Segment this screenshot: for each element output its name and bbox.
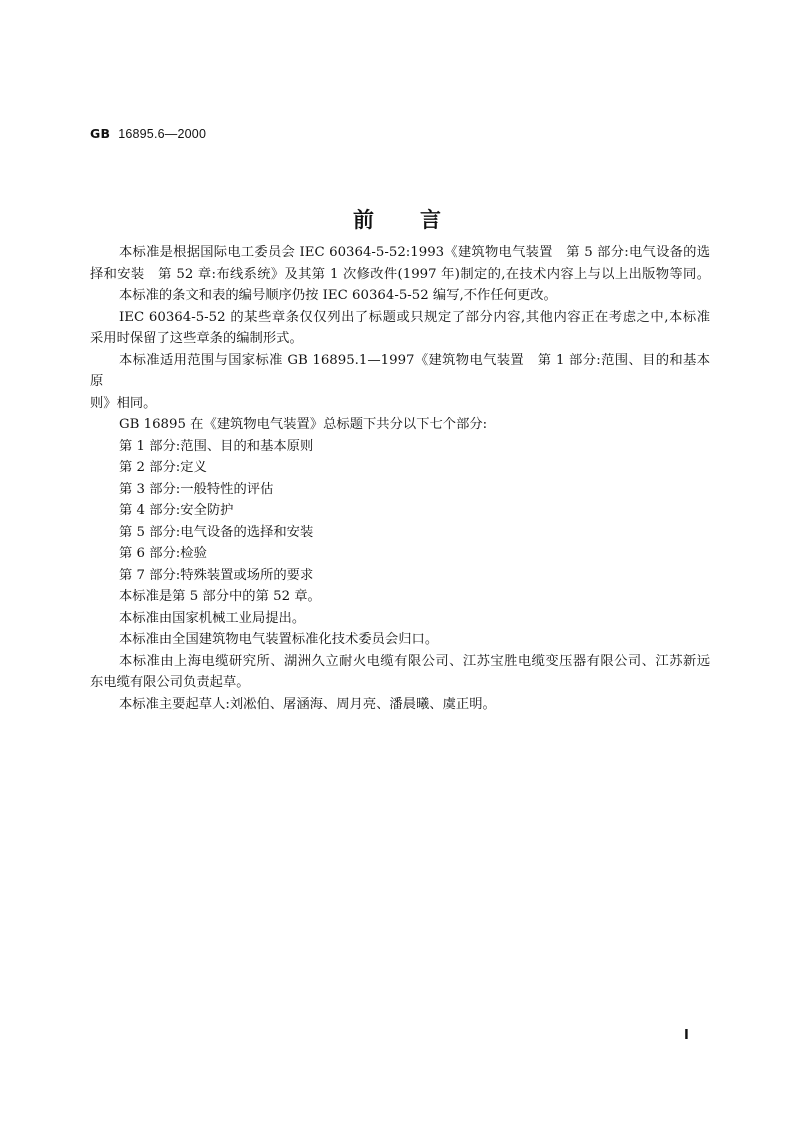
paragraph-line: IEC 60364-5-52 的某些章条仅仅列出了标题或只规定了部分内容,其他内容正在考虑之中,本标准 <box>119 309 710 325</box>
foreword-body <box>90 242 710 715</box>
document-header <box>90 126 206 141</box>
paragraph-line: 本标准适用范围与国家标准 GB 16895.1—1997《建筑物电气装置 第 1 部分:范围、目的和基本原 <box>90 352 710 389</box>
page-number: I <box>684 1028 689 1043</box>
standard-number: 16895.6—2000 <box>118 127 207 141</box>
list-item: 第 7 部分:特殊装置或场所的要求 <box>119 567 314 583</box>
paragraph-line: 择和安装 第 52 章:布线系统》及其第 1 次修改件(1997 年)制定的,在技术内容上与以上出版物等同。 <box>90 266 710 282</box>
paragraph: 本标准主要起草人:刘凇伯、屠涵海、周月亮、潘晨曦、虞正明。 <box>119 696 496 712</box>
paragraph-line: 采用时保留了这些章条的编制形式。 <box>90 331 303 346</box>
standard-prefix: GB <box>90 126 111 141</box>
paragraph-line: 东电缆有限公司负责起草。 <box>90 675 250 690</box>
paragraph-line: 本标准是根据国际电工委员会 IEC 60364-5-52:1993《建筑物电气装置 第 5 部分:电气设备的选 <box>119 245 710 260</box>
paragraph: GB 16895 在《建筑物电气装置》总标题下共分以下七个部分: <box>119 417 488 432</box>
paragraph-line: 则》相同。 <box>90 395 157 411</box>
paragraph: 本标准由国家机械工业局提出。 <box>119 610 306 626</box>
list-item: 第 4 部分:安全防护 <box>119 503 234 518</box>
paragraph: 本标准由全国建筑物电气装置标准化技术委员会归口。 <box>119 632 439 647</box>
list-item: 第 5 部分:电气设备的选择和安装 <box>119 524 314 540</box>
paragraph: 本标准是第 5 部分中的第 52 章。 <box>119 589 321 604</box>
list-item: 第 6 部分:检验 <box>119 546 207 561</box>
list-item: 第 1 部分:范围、目的和基本原则 <box>119 438 314 454</box>
list-item: 第 3 部分:一般特性的评估 <box>119 481 274 497</box>
list-item: 第 2 部分:定义 <box>119 460 207 475</box>
page-title: 前言 <box>353 208 487 232</box>
paragraph-line: 本标准由上海电缆研究所、湖洲久立耐火电缆有限公司、江苏宝胜电缆变压器有限公司、江苏新远 <box>119 653 710 669</box>
paragraph: 本标准的条文和表的编号顺序仍按 IEC 60364-5-52 编写,不作任何更改。 <box>119 288 557 303</box>
